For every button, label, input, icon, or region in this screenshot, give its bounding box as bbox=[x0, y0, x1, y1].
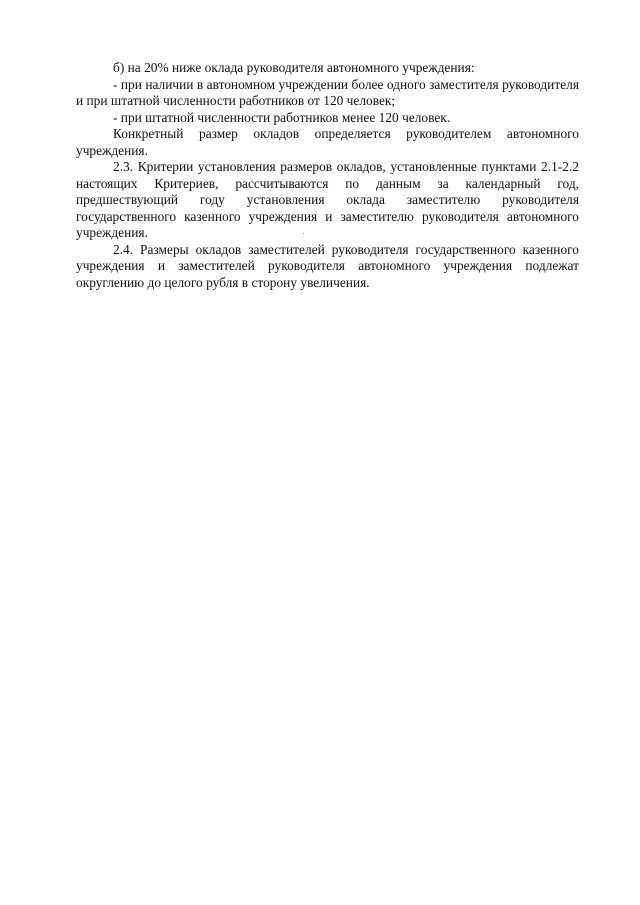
paragraph-2-4: 2.4. Размеры окладов заместителей руководителя государственного казенного учреждения и заместителей руководителя автономного учреждения подлежат округлению до целого рубля в сторону увеличения. bbox=[76, 241, 579, 290]
paragraph-staff-less-120: - при штатной численности работников менее 120 человек. bbox=[113, 109, 451, 125]
paragraph-more-than-one-deputy: - при наличии в автономном учреждении более одного заместителя руководителя и при штатной численности работников от 120 человек; bbox=[76, 76, 579, 108]
document-body bbox=[76, 60, 579, 291]
scan-speck bbox=[303, 233, 304, 234]
paragraph-specific-salary: Конкретный размер окладов определяется руководителем автономного учреждения. bbox=[76, 126, 579, 158]
paragraph-item-b: б) на 20% ниже оклада руководителя автономного учреждения: bbox=[113, 60, 475, 75]
paragraph-2-3: 2.3. Критерии установления размеров окладов, установленные пунктами 2.1-2.2 настоящих Критериев, рассчитываются по данным за календарный год, предшествующий году установления оклада заместителю руководителя государственного казенного учреждения и заместителю руководителя автономного учреждения. bbox=[76, 159, 579, 240]
